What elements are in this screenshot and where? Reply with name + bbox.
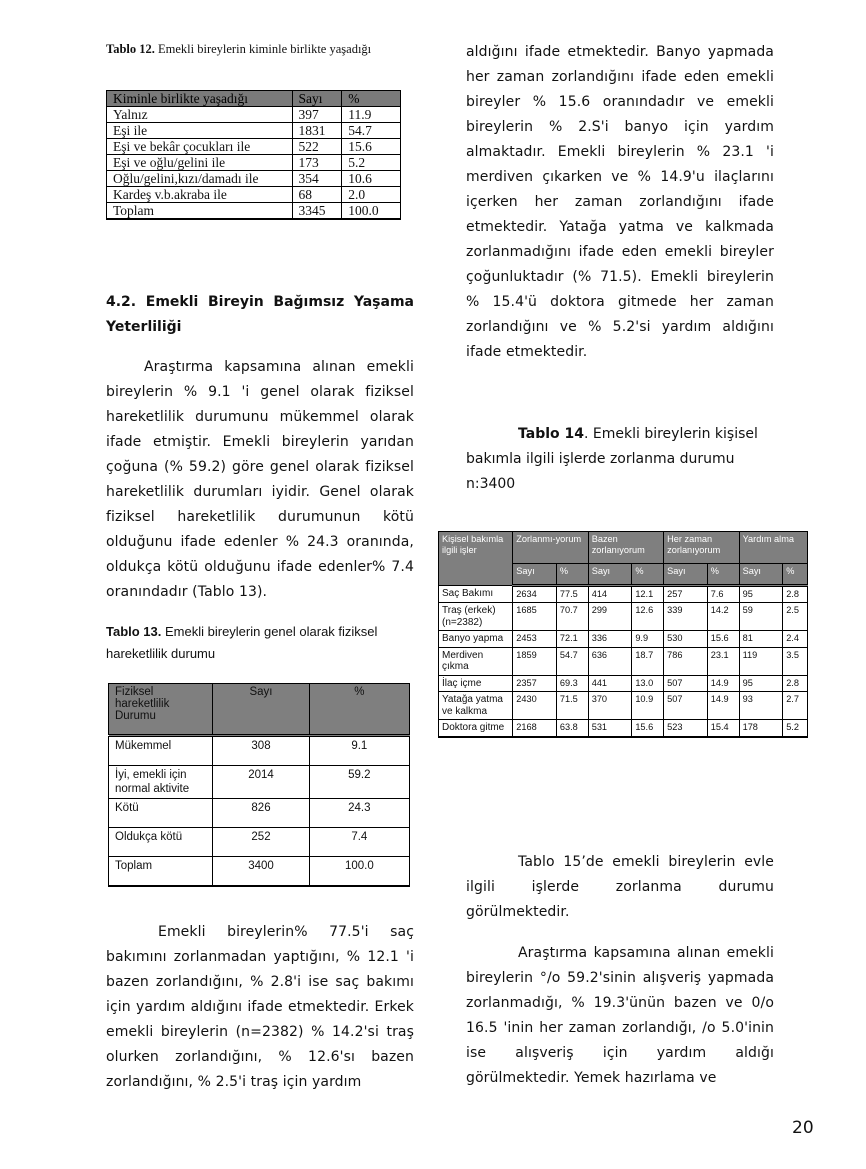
table-cell: 68	[292, 187, 342, 203]
body-paragraph: Emekli bireylerin% 77.5'i saç bakımını zorlanmadan yaptığını, % 12.1 'i bazen zorlandığını, % 2.8'i ise saç bakımı için yardım aldığını ifade etmektedir. Erkek emekli bireylerin (n=2382) % 14.2'si traş olurken zorlandığını, % 12.6'sı bazen zorlandığını, % 2.5'i traş için yardım	[106, 924, 414, 1090]
table-cell: 12.6	[632, 603, 664, 631]
table-cell: 11.9	[342, 107, 401, 123]
table-cell: 441	[588, 675, 632, 692]
table-cell: 2.5	[783, 603, 808, 631]
table-cell: 3345	[292, 203, 342, 220]
table-cell: 1685	[513, 603, 557, 631]
table-cell: 81	[739, 631, 783, 648]
table-cell: 370	[588, 692, 632, 720]
table-cell: İyi, emekli için normal aktivite	[109, 766, 213, 799]
table-header-cell: Yardım alma	[739, 532, 807, 564]
table-cell: 2168	[513, 720, 557, 737]
table-cell: 14.9	[707, 675, 739, 692]
table-cell: Doktora gitme	[439, 720, 513, 737]
table14-caption-label: Tablo 14	[518, 426, 584, 442]
table-cell: 23.1	[707, 647, 739, 675]
table-cell: 2453	[513, 631, 557, 648]
table-header-cell: %	[707, 564, 739, 586]
table-row	[107, 107, 401, 123]
table-header-cell: %	[632, 564, 664, 586]
table-cell: 72.1	[556, 631, 588, 648]
table-cell: 15.4	[707, 720, 739, 737]
table-row	[439, 692, 808, 720]
table-cell: 397	[292, 107, 342, 123]
table-cell: Oğlu/gelini,kızı/damadı ile	[107, 171, 293, 187]
table13-caption-text: Emekli bireylerin genel olarak fiziksel hareketlilik durumu	[106, 624, 378, 661]
table-cell: Banyo yapma	[439, 631, 513, 648]
table-cell: 308	[213, 736, 309, 766]
table-cell: 507	[664, 692, 708, 720]
table-row	[109, 828, 410, 857]
table-cell: 2014	[213, 766, 309, 799]
table-cell: 531	[588, 720, 632, 737]
table-header-cell: %	[783, 564, 808, 586]
table-cell: 522	[292, 139, 342, 155]
table-cell: 13.0	[632, 675, 664, 692]
table-cell: 336	[588, 631, 632, 648]
table-cell: 100.0	[342, 203, 401, 220]
table-header-cell: Sayı	[664, 564, 708, 586]
page-number: 20	[792, 1118, 814, 1138]
table12-caption	[106, 42, 426, 57]
table-row	[439, 631, 808, 648]
table-header-cell: %	[309, 684, 409, 736]
body-paragraph: Tablo 15’de emekli bireylerin evle ilgili işlerde zorlanma durumu görülmektedir.	[466, 854, 774, 920]
table-cell: 14.9	[707, 692, 739, 720]
table-cell: 507	[664, 675, 708, 692]
table12-caption-label: Tablo 12.	[106, 42, 155, 56]
table-cell: 299	[588, 603, 632, 631]
table-cell: 178	[739, 720, 783, 737]
table-cell: 119	[739, 647, 783, 675]
table-cell: 10.9	[632, 692, 664, 720]
table-total-row	[107, 203, 401, 220]
table-cell: Toplam	[109, 857, 213, 887]
table-row	[107, 187, 401, 203]
table-row	[439, 720, 808, 737]
table-header-row	[439, 532, 808, 564]
table-cell: Eşi ve oğlu/gelini ile	[107, 155, 293, 171]
table-cell: 636	[588, 647, 632, 675]
table-cell: 2357	[513, 675, 557, 692]
table-cell: 339	[664, 603, 708, 631]
table-total-row	[109, 857, 410, 887]
table-cell: Traş (erkek) (n=2382)	[439, 603, 513, 631]
table-cell: 2.7	[783, 692, 808, 720]
table14-caption	[466, 422, 774, 497]
table13-caption	[106, 621, 416, 665]
table-cell: 54.7	[342, 123, 401, 139]
table-header-cell: Fiziksel hareketlilik Durumu	[109, 684, 213, 736]
table-cell: Eşi ve bekâr çocukları ile	[107, 139, 293, 155]
table-cell: Saç Bakımı	[439, 586, 513, 603]
table-row	[439, 586, 808, 603]
table-cell: Oldukça kötü	[109, 828, 213, 857]
table-cell: 173	[292, 155, 342, 171]
table-row	[107, 123, 401, 139]
table-cell: 18.7	[632, 647, 664, 675]
table-cell: 2.8	[783, 675, 808, 692]
table13-caption-label: Tablo 13.	[106, 624, 162, 639]
table-cell: 3400	[213, 857, 309, 887]
table-row	[439, 603, 808, 631]
table-row	[439, 647, 808, 675]
table-row	[107, 171, 401, 187]
table-cell: 59.2	[309, 766, 409, 799]
table-cell: 59	[739, 603, 783, 631]
table-header-row	[109, 684, 410, 736]
table-header-cell: Kişisel bakımla ilgili işler	[439, 532, 513, 586]
table-cell: 15.6	[342, 139, 401, 155]
table-cell: 2.8	[783, 586, 808, 603]
table-cell: 414	[588, 586, 632, 603]
body-paragraph: Araştırma kapsamına alınan emekli bireylerin % 9.1 'i genel olarak fiziksel hareketlilik durumunu mükemmel olarak ifade etmiştir. Emekli bireylerin yarıdan çoğuna (% 59.2) göre genel olarak fiziksel hareketlilik durumları iyidir. Genel olarak fiziksel hareketlilik durumunun kötü olduğunu ifade edenler % 24.3 oranında, oldukça kötü olduğunu ifade edenler% 7.4 oranındadır (Tablo 13).	[106, 359, 414, 600]
table-cell: Toplam	[107, 203, 293, 220]
table12	[106, 90, 401, 220]
body-paragraph: Araştırma kapsamına alınan emekli bireylerin °/o 59.2'sinin alışveriş yapmada zorlanmadığı, % 19.3'ünün bazen ve 0/o 16.5 'inin her zaman zorlandığı, /o 5.0'inin ise alışveriş için yardım aldığı görülmektedir. Yemek hazırlama ve	[466, 945, 774, 1086]
table-cell: Kardeş v.b.akraba ile	[107, 187, 293, 203]
body-paragraph: aldığını ifade etmektedir. Banyo yapmada her zaman zorlandığını ifade eden emekli bireyler % 15.6 oranındadır ve emekli bireylerin % 2.S'i banyo için yardım almaktadır. Emekli bireylerin % 23.1 'i merdiven çıkarken ve % 14.9'u ilaçlarını içerken her zaman zorlandığını ifade etmektedir. Yatağa yatma ve kalkmada zorlanmadığını ifade eden emekli bireyler çoğunluktadır (% 71.5). Emekli bireylerin % 15.4'ü doktora gitmede her zaman zorlandığını ve % 5.2'si yardım aldığını ifade etmektedir.	[466, 44, 774, 360]
table-cell: 71.5	[556, 692, 588, 720]
table-cell: Kötü	[109, 799, 213, 828]
table-cell: 100.0	[309, 857, 409, 887]
table-cell: 530	[664, 631, 708, 648]
table-cell: 257	[664, 586, 708, 603]
table-cell: 70.7	[556, 603, 588, 631]
table-cell: 95	[739, 675, 783, 692]
table-cell: 354	[292, 171, 342, 187]
table-cell: 9.9	[632, 631, 664, 648]
table-cell: Yatağa yatma ve kalkma	[439, 692, 513, 720]
table-cell: Mükemmel	[109, 736, 213, 766]
table-header-cell: Kiminle birlikte yaşadığı	[107, 91, 293, 107]
table-cell: 12.1	[632, 586, 664, 603]
table-cell: 2634	[513, 586, 557, 603]
table-row	[107, 139, 401, 155]
table-row	[439, 675, 808, 692]
table-row	[109, 766, 410, 799]
table-header-cell: Bazen zorlanıyorum	[588, 532, 663, 564]
table-header-row	[107, 91, 401, 107]
table-header-cell: Her zaman zorlanıyorum	[664, 532, 739, 564]
table-cell: 93	[739, 692, 783, 720]
table-header-cell: Zorlanmı-yorum	[513, 532, 588, 564]
table-header-cell: Sayı	[739, 564, 783, 586]
table-cell: 5.2	[783, 720, 808, 737]
table-cell: 14.2	[707, 603, 739, 631]
table-cell: 77.5	[556, 586, 588, 603]
table-cell: Yalnız	[107, 107, 293, 123]
table-cell: 15.6	[632, 720, 664, 737]
table-row	[107, 155, 401, 171]
table-cell: 1859	[513, 647, 557, 675]
table-header-cell: Sayı	[213, 684, 309, 736]
table-row	[109, 799, 410, 828]
table-cell: 63.8	[556, 720, 588, 737]
table-cell: 95	[739, 586, 783, 603]
table-row	[109, 736, 410, 766]
table-cell: 1831	[292, 123, 342, 139]
table-cell: 24.3	[309, 799, 409, 828]
table-cell: 9.1	[309, 736, 409, 766]
table14	[438, 531, 808, 738]
table-cell: 15.6	[707, 631, 739, 648]
section-heading: 4.2. Emekli Bireyin Bağımsız Yaşama Yeterliliği	[106, 294, 414, 335]
table-cell: 7.6	[707, 586, 739, 603]
table-header-cell: %	[342, 91, 401, 107]
table-cell: İlaç içme	[439, 675, 513, 692]
table13	[108, 683, 410, 887]
table-header-cell: Sayı	[588, 564, 632, 586]
table-cell: 2.0	[342, 187, 401, 203]
table-cell: 252	[213, 828, 309, 857]
table-cell: 7.4	[309, 828, 409, 857]
table-cell: 786	[664, 647, 708, 675]
table-cell: 2.4	[783, 631, 808, 648]
table-cell: 54.7	[556, 647, 588, 675]
table-header-cell: Sayı	[513, 564, 557, 586]
table-cell: 10.6	[342, 171, 401, 187]
table-cell: 3.5	[783, 647, 808, 675]
table-cell: Merdiven çıkma	[439, 647, 513, 675]
table-cell: 826	[213, 799, 309, 828]
table-cell: 69.3	[556, 675, 588, 692]
table12-caption-text: Emekli bireylerin kiminle birlikte yaşadığı	[154, 42, 372, 56]
table-cell: Eşi ile	[107, 123, 293, 139]
table-cell: 523	[664, 720, 708, 737]
table14-caption-text: . Emekli bireylerin kişisel bakımla ilgili işlerde zorlanma durumu n:3400	[466, 426, 758, 492]
table-header-cell: %	[556, 564, 588, 586]
table-cell: 2430	[513, 692, 557, 720]
table-header-cell: Sayı	[292, 91, 342, 107]
table-cell: 5.2	[342, 155, 401, 171]
